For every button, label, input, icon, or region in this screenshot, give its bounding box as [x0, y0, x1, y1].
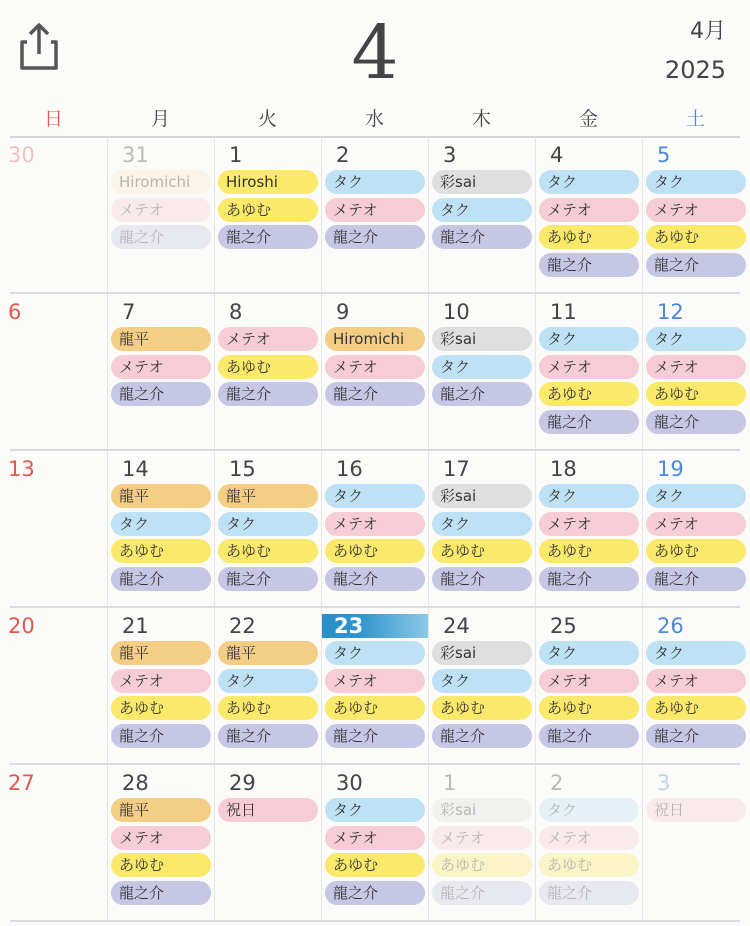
event-pill[interactable]: あゆむ [646, 382, 746, 406]
day-number: 13 [8, 457, 35, 481]
event-list [646, 327, 746, 437]
day-cell[interactable] [0, 451, 106, 606]
event-list [218, 798, 318, 826]
event-pill[interactable]: あゆむ [539, 539, 639, 563]
event-pill[interactable]: タク [539, 327, 639, 351]
event-list [432, 641, 532, 751]
week-row [0, 608, 750, 765]
day-cell[interactable] [321, 451, 428, 606]
event-pill[interactable]: 龍之介 [646, 724, 746, 748]
event-pill[interactable]: あゆむ [218, 198, 318, 222]
event-pill[interactable]: あゆむ [646, 225, 746, 249]
event-list [646, 170, 746, 280]
event-list [111, 798, 211, 908]
event-pill[interactable]: メテオ [539, 198, 639, 222]
event-list [218, 641, 318, 751]
event-pill[interactable]: 龍之介 [111, 382, 211, 406]
event-list [432, 170, 532, 253]
day-number: 18 [550, 457, 577, 481]
day-cell[interactable] [107, 765, 214, 920]
event-pill[interactable]: 龍平 [111, 484, 211, 508]
event-pill[interactable]: あゆむ [325, 853, 425, 877]
day-cell[interactable] [0, 294, 106, 449]
day-number: 6 [8, 300, 22, 324]
event-list [111, 641, 211, 751]
event-list [325, 327, 425, 410]
event-pill[interactable]: あゆむ [111, 539, 211, 563]
event-pill[interactable]: 龍之介 [646, 567, 746, 591]
event-pill[interactable]: 祝日 [218, 798, 318, 822]
event-pill[interactable]: 龍之介 [432, 382, 532, 406]
day-cell[interactable] [107, 137, 214, 292]
day-cell[interactable] [642, 608, 749, 763]
day-number: 26 [657, 614, 684, 638]
event-pill[interactable]: 龍平 [111, 798, 211, 822]
day-number: 24 [443, 614, 470, 638]
day-number: 12 [657, 300, 684, 324]
day-cell[interactable] [642, 294, 749, 449]
event-list [646, 641, 746, 751]
event-pill[interactable]: タク [432, 198, 532, 222]
event-pill[interactable]: Hiromichi [111, 170, 211, 194]
day-cell[interactable] [214, 765, 321, 920]
event-pill[interactable]: あゆむ [218, 696, 318, 720]
event-pill[interactable]: タク [539, 170, 639, 194]
event-pill[interactable]: メテオ [325, 355, 425, 379]
event-list [432, 327, 532, 410]
day-cell[interactable] [428, 608, 535, 763]
event-pill[interactable]: メテオ [646, 669, 746, 693]
event-pill[interactable]: 龍之介 [111, 567, 211, 591]
event-pill[interactable]: タク [539, 798, 639, 822]
event-pill[interactable]: メテオ [325, 198, 425, 222]
event-pill[interactable]: 龍之介 [218, 567, 318, 591]
event-pill[interactable]: メテオ [325, 826, 425, 850]
event-pill[interactable]: 龍之介 [539, 881, 639, 905]
day-number: 16 [336, 457, 363, 481]
week-row [0, 451, 750, 608]
event-pill[interactable]: 龍之介 [646, 410, 746, 434]
event-pill[interactable]: タク [646, 170, 746, 194]
day-number: 23 [322, 614, 428, 638]
event-pill[interactable]: 龍之介 [325, 225, 425, 249]
event-list [432, 798, 532, 908]
event-pill[interactable]: タク [539, 484, 639, 508]
day-cell[interactable] [214, 294, 321, 449]
event-pill[interactable]: タク [646, 327, 746, 351]
event-pill[interactable]: タク [432, 669, 532, 693]
day-cell[interactable] [428, 137, 535, 292]
event-list [111, 327, 211, 410]
day-number: 19 [657, 457, 684, 481]
event-pill[interactable]: あゆむ [539, 696, 639, 720]
weekday-saturday: 土 [685, 108, 705, 130]
event-pill[interactable]: タク [432, 355, 532, 379]
weekday-sunday: 日 [43, 108, 63, 130]
event-pill[interactable]: 龍之介 [325, 724, 425, 748]
day-number: 10 [443, 300, 470, 324]
event-pill[interactable]: あゆむ [646, 696, 746, 720]
calendar-header [0, 0, 750, 100]
event-pill[interactable]: 龍之介 [218, 382, 318, 406]
day-number: 2 [550, 771, 564, 795]
day-cell[interactable] [214, 608, 321, 763]
day-cell[interactable] [535, 608, 642, 763]
event-list [218, 484, 318, 594]
event-pill[interactable]: メテオ [539, 669, 639, 693]
event-list [539, 327, 639, 437]
event-list [539, 798, 639, 908]
day-number: 1 [229, 143, 243, 167]
event-pill[interactable]: 龍平 [111, 327, 211, 351]
event-pill[interactable]: タク [111, 512, 211, 536]
event-pill[interactable]: メテオ [646, 512, 746, 536]
day-cell[interactable] [0, 137, 106, 292]
event-pill[interactable]: 龍之介 [432, 225, 532, 249]
event-list [539, 641, 639, 751]
day-number: 28 [122, 771, 149, 795]
event-pill[interactable]: あゆむ [111, 696, 211, 720]
day-cell[interactable] [535, 765, 642, 920]
event-pill[interactable]: 龍之介 [111, 724, 211, 748]
event-pill[interactable]: 龍平 [218, 484, 318, 508]
day-cell[interactable] [107, 451, 214, 606]
week-row [0, 294, 750, 451]
day-number: 11 [550, 300, 577, 324]
event-pill[interactable]: タク [325, 170, 425, 194]
day-cell[interactable] [321, 765, 428, 920]
week-row [0, 765, 750, 922]
event-list [432, 484, 532, 594]
event-pill[interactable]: あゆむ [539, 225, 639, 249]
event-pill[interactable]: あゆむ [218, 539, 318, 563]
event-list [539, 170, 639, 280]
day-number: 30 [8, 143, 35, 167]
event-list [325, 641, 425, 751]
event-pill[interactable]: 龍之介 [111, 225, 211, 249]
day-number: 4 [550, 143, 564, 167]
event-pill[interactable]: 龍之介 [432, 724, 532, 748]
event-pill[interactable]: あゆむ [432, 539, 532, 563]
event-pill[interactable]: メテオ [111, 355, 211, 379]
event-pill[interactable]: タク [646, 484, 746, 508]
day-number: 1 [443, 771, 457, 795]
event-pill[interactable]: 龍之介 [539, 724, 639, 748]
day-number: 27 [8, 771, 35, 795]
event-pill[interactable]: メテオ [646, 355, 746, 379]
event-pill[interactable]: 祝日 [646, 798, 746, 822]
event-pill[interactable]: タク [325, 798, 425, 822]
day-number: 2 [336, 143, 350, 167]
event-pill[interactable]: Hiroshi [218, 170, 318, 194]
event-pill[interactable]: メテオ [325, 512, 425, 536]
event-list [325, 484, 425, 594]
event-pill[interactable]: あゆむ [325, 696, 425, 720]
event-pill[interactable]: メテオ [539, 512, 639, 536]
day-cell[interactable] [214, 451, 321, 606]
day-number: 14 [122, 457, 149, 481]
event-list [646, 484, 746, 594]
event-pill[interactable]: 龍平 [111, 641, 211, 665]
event-pill[interactable]: 龍之介 [325, 881, 425, 905]
event-pill[interactable]: 龍之介 [539, 253, 639, 277]
day-number: 7 [122, 300, 136, 324]
event-pill[interactable]: タク [218, 512, 318, 536]
weekday-thursday: 木 [471, 108, 491, 130]
day-cell[interactable] [642, 451, 749, 606]
event-list [325, 170, 425, 253]
day-cell[interactable] [214, 137, 321, 292]
day-cell[interactable] [428, 451, 535, 606]
day-number: 25 [550, 614, 577, 638]
event-pill[interactable]: タク [218, 669, 318, 693]
event-list [218, 170, 318, 253]
event-pill[interactable]: タク [432, 512, 532, 536]
event-pill[interactable]: メテオ [432, 826, 532, 850]
week-row [0, 137, 750, 294]
event-pill[interactable]: あゆむ [646, 539, 746, 563]
event-pill[interactable]: 龍之介 [325, 567, 425, 591]
event-pill[interactable]: あゆむ [218, 355, 318, 379]
day-cell[interactable] [321, 137, 428, 292]
event-pill[interactable]: 龍之介 [325, 382, 425, 406]
event-pill[interactable]: 龍之介 [539, 567, 639, 591]
day-number: 21 [122, 614, 149, 638]
day-number: 31 [122, 143, 149, 167]
event-pill[interactable]: メテオ [111, 826, 211, 850]
day-cell[interactable] [0, 608, 106, 763]
event-list [111, 484, 211, 594]
day-number: 17 [443, 457, 470, 481]
event-pill[interactable]: タク [646, 641, 746, 665]
event-pill[interactable]: メテオ [646, 198, 746, 222]
event-pill[interactable]: 彩sai [432, 798, 532, 822]
day-cell[interactable] [428, 294, 535, 449]
day-cell[interactable] [642, 137, 749, 292]
event-pill[interactable]: メテオ [218, 327, 318, 351]
weekday-friday: 金 [578, 108, 598, 130]
week-divider [10, 920, 740, 922]
event-pill[interactable]: あゆむ [432, 696, 532, 720]
weekday-wednesday: 水 [364, 108, 384, 130]
weekday-header-row [0, 104, 750, 134]
event-pill[interactable]: 龍平 [218, 641, 318, 665]
weekday-tuesday: 火 [257, 108, 277, 130]
event-pill[interactable]: あゆむ [432, 853, 532, 877]
day-number: 29 [229, 771, 256, 795]
event-pill[interactable]: メテオ [111, 669, 211, 693]
event-list [111, 170, 211, 253]
day-cell[interactable] [642, 765, 749, 920]
event-pill[interactable]: 龍之介 [432, 881, 532, 905]
event-pill[interactable]: 彩sai [432, 484, 532, 508]
day-cell[interactable] [321, 294, 428, 449]
event-pill[interactable]: あゆむ [539, 382, 639, 406]
event-pill[interactable]: あゆむ [539, 853, 639, 877]
weekday-monday: 月 [150, 108, 170, 130]
day-cell[interactable] [107, 608, 214, 763]
year-label: 2025 [664, 56, 726, 84]
day-cell[interactable] [107, 294, 214, 449]
event-pill[interactable]: 彩sai [432, 170, 532, 194]
day-cell[interactable] [0, 765, 106, 920]
month-number: 4 [351, 10, 399, 96]
day-number: 3 [443, 143, 457, 167]
event-list [539, 484, 639, 594]
day-number: 30 [336, 771, 363, 795]
event-pill[interactable]: あゆむ [325, 539, 425, 563]
event-pill[interactable]: 彩sai [432, 641, 532, 665]
event-list [325, 798, 425, 908]
day-cell[interactable] [535, 137, 642, 292]
event-pill[interactable]: 龍之介 [539, 410, 639, 434]
event-pill[interactable]: メテオ [539, 355, 639, 379]
day-number: 15 [229, 457, 256, 481]
event-pill[interactable]: 龍之介 [646, 253, 746, 277]
event-pill[interactable]: メテオ [325, 669, 425, 693]
event-pill[interactable]: タク [325, 641, 425, 665]
event-pill[interactable]: タク [325, 484, 425, 508]
day-cell[interactable] [535, 451, 642, 606]
day-number: 20 [8, 614, 35, 638]
event-pill[interactable]: メテオ [539, 826, 639, 850]
day-cell-today[interactable] [321, 608, 428, 763]
month-label: 4月 [690, 19, 726, 44]
day-number: 22 [229, 614, 256, 638]
event-pill[interactable]: 龍之介 [218, 724, 318, 748]
event-pill[interactable]: あゆむ [111, 853, 211, 877]
day-number: 9 [336, 300, 350, 324]
event-list [218, 327, 318, 410]
event-pill[interactable]: メテオ [111, 198, 211, 222]
event-list [646, 798, 746, 826]
day-cell[interactable] [428, 765, 535, 920]
event-pill[interactable]: 龍之介 [218, 225, 318, 249]
event-pill[interactable]: 彩sai [432, 327, 532, 351]
day-number: 8 [229, 300, 243, 324]
event-pill[interactable]: タク [539, 641, 639, 665]
event-pill[interactable]: 龍之介 [432, 567, 532, 591]
day-cell[interactable] [535, 294, 642, 449]
day-number: 5 [657, 143, 671, 167]
day-number: 3 [657, 771, 671, 795]
event-pill[interactable]: 龍之介 [111, 881, 211, 905]
event-pill[interactable]: Hiromichi [325, 327, 425, 351]
